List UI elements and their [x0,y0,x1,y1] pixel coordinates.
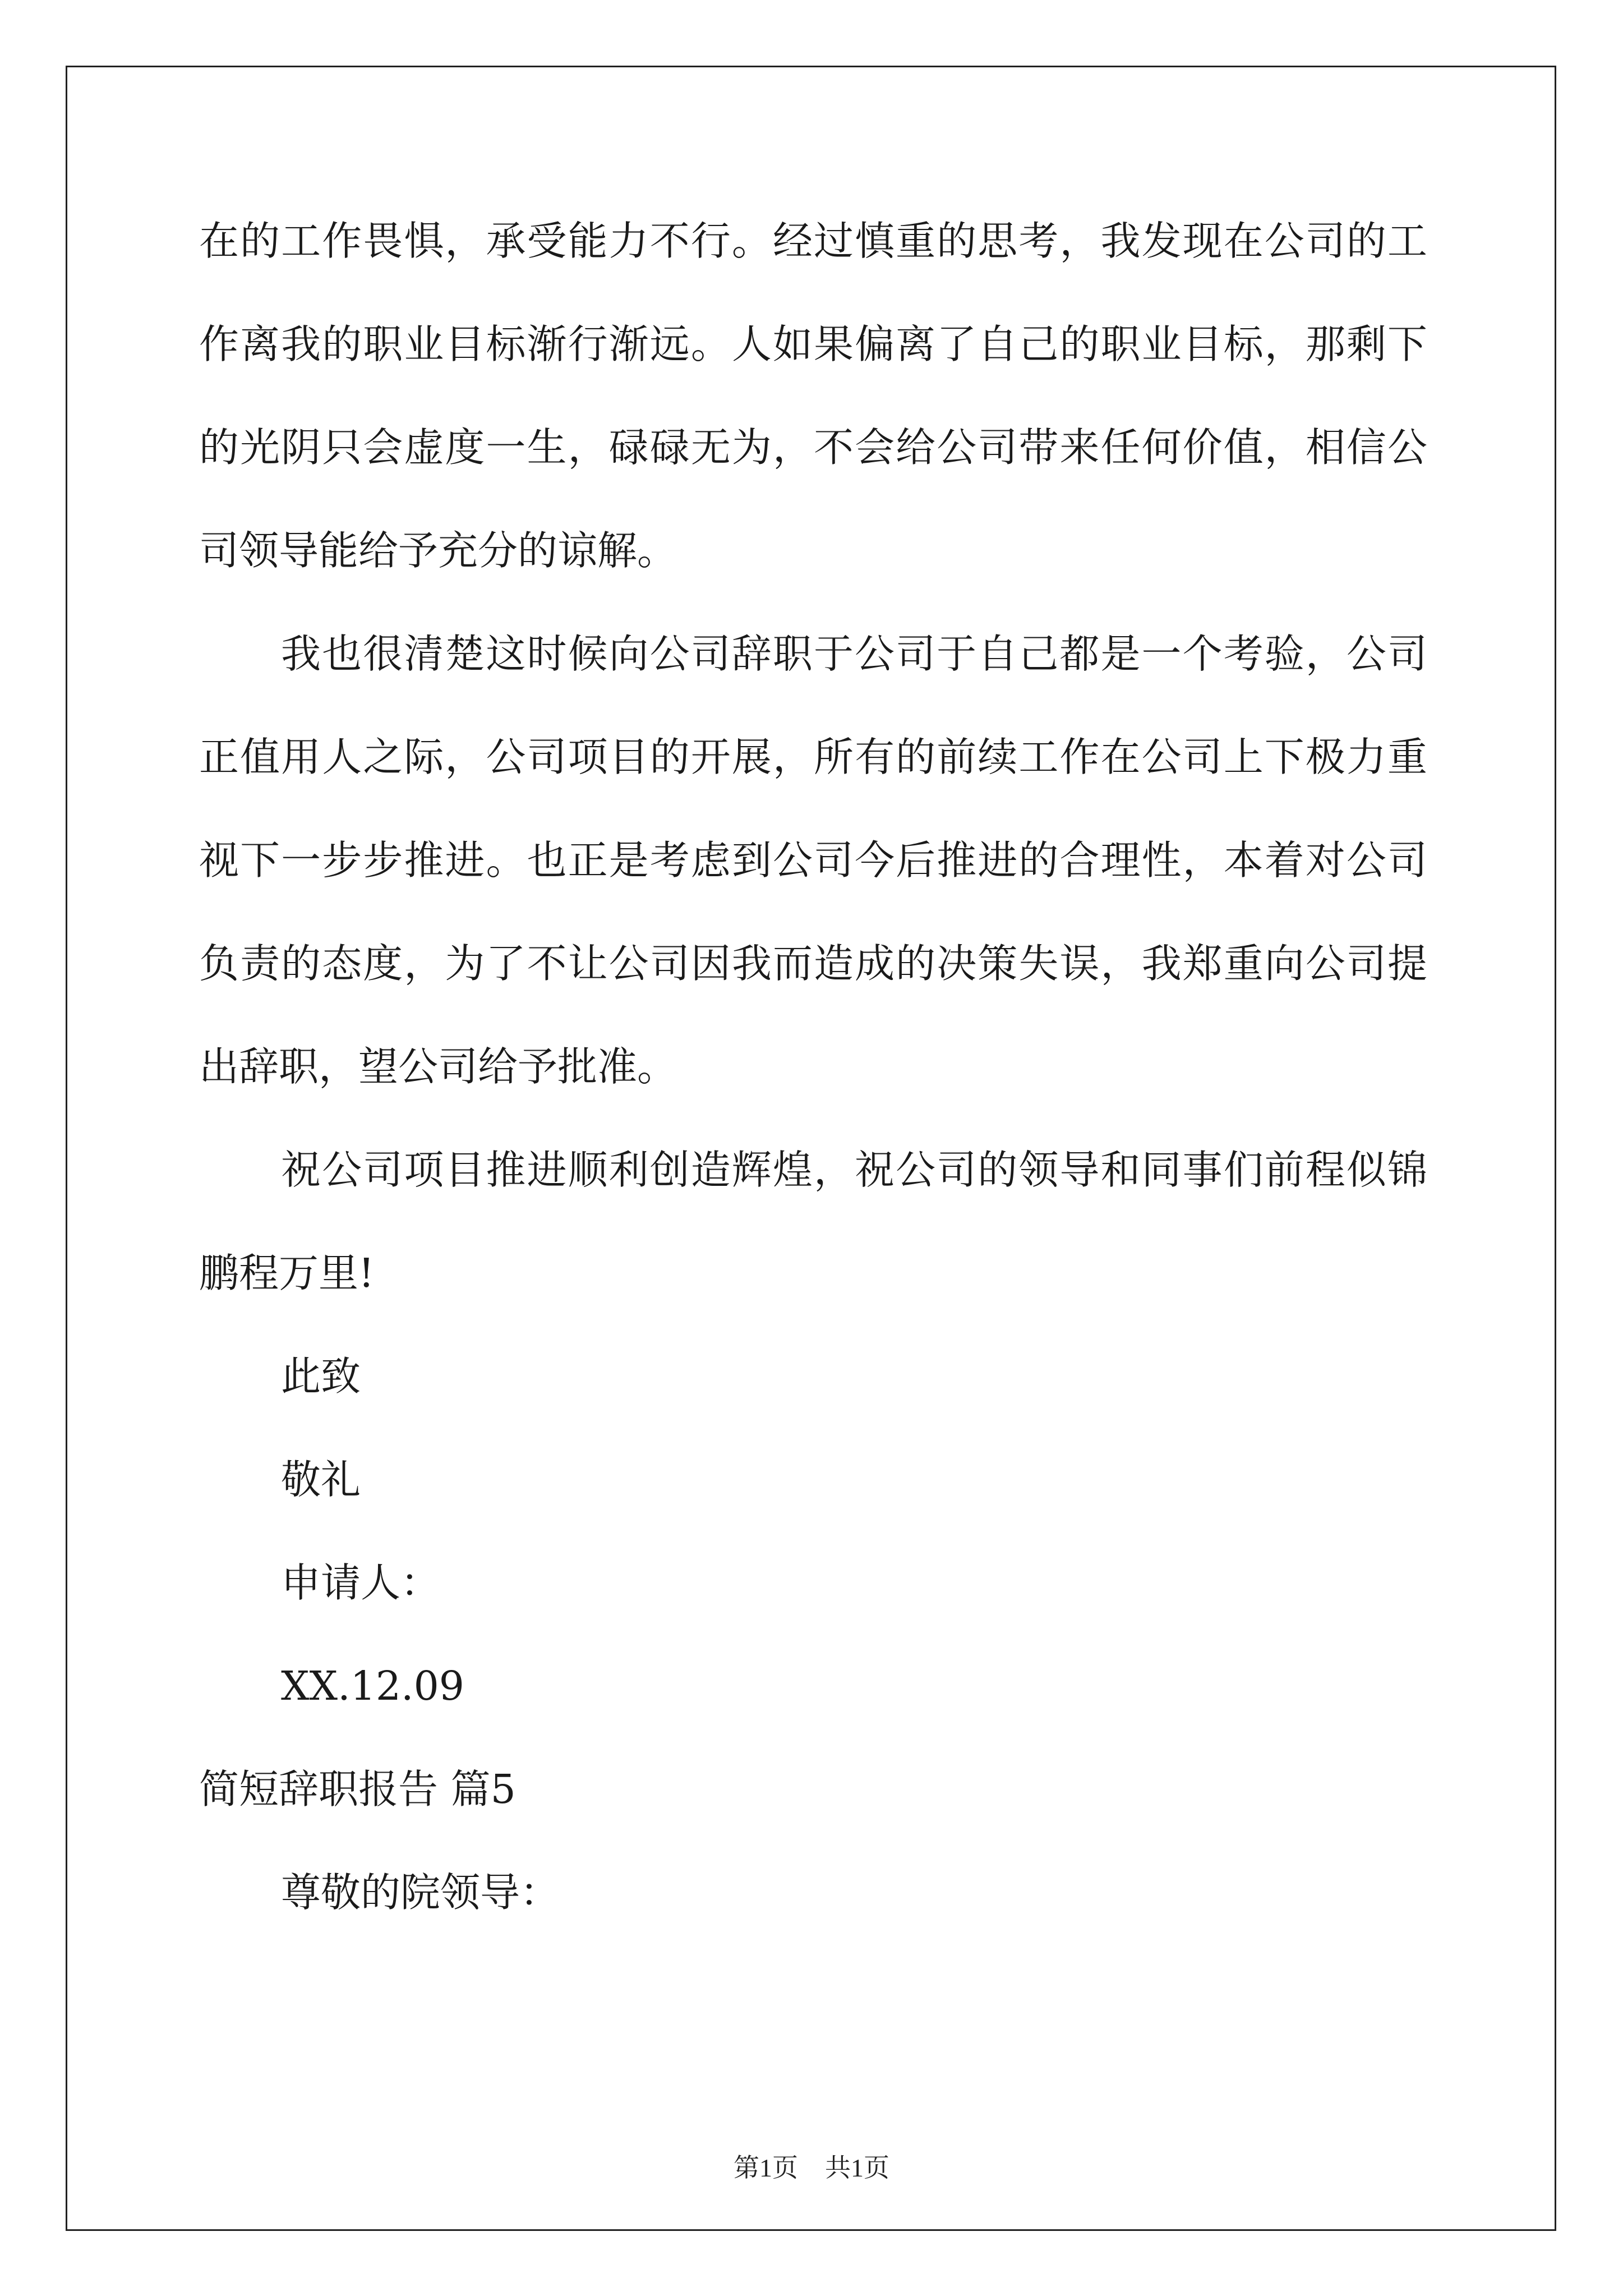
greeting-line: 尊敬的院领导： [281,1869,560,1916]
text-line: 鹏程万里! [199,1250,375,1296]
text-line: 视下一步步推进。也正是考虑到公司今后推进的合理性，本着对公司 [199,837,1427,884]
text-line: 出辞职，望公司给予批准。 [199,1043,677,1090]
text-line: 我也很清楚这时候向公司辞职于公司于自己都是一个考验，公司 [281,631,1427,677]
page-number-current: 第1页 [734,2154,798,2182]
date-line: XX.12.09 [281,1663,464,1709]
text-line: 负责的态度，为了不让公司因我而造成的决策失误，我郑重向公司提 [199,940,1427,987]
text-line: 作离我的职业目标渐行渐远。人如果偏离了自己的职业目标，那剩下 [199,321,1427,367]
text-line: 的光阴只会虚度一生，碌碌无为，不会给公司带来任何价值，相信公 [199,424,1427,471]
closing-line: 此致 [281,1353,361,1400]
page-footer [0,2151,1623,2185]
applicant-label: 申请人： [281,1559,441,1606]
page-number-total: 共1页 [825,2154,889,2182]
salutation-line: 敬礼 [281,1456,361,1503]
text-line: 正值用人之际，公司项目的开展，所有的前续工作在公司上下极力重 [199,734,1427,780]
text-line: 祝公司项目推进顺利创造辉煌，祝公司的领导和同事们前程似锦 [281,1147,1427,1193]
text-line: 在的工作畏惧，承受能力不行。经过慎重的思考，我发现在公司的工 [199,218,1427,264]
section-heading: 简短辞职报告 篇5 [199,1766,516,1812]
text-line: 司领导能给予充分的谅解。 [199,527,677,574]
